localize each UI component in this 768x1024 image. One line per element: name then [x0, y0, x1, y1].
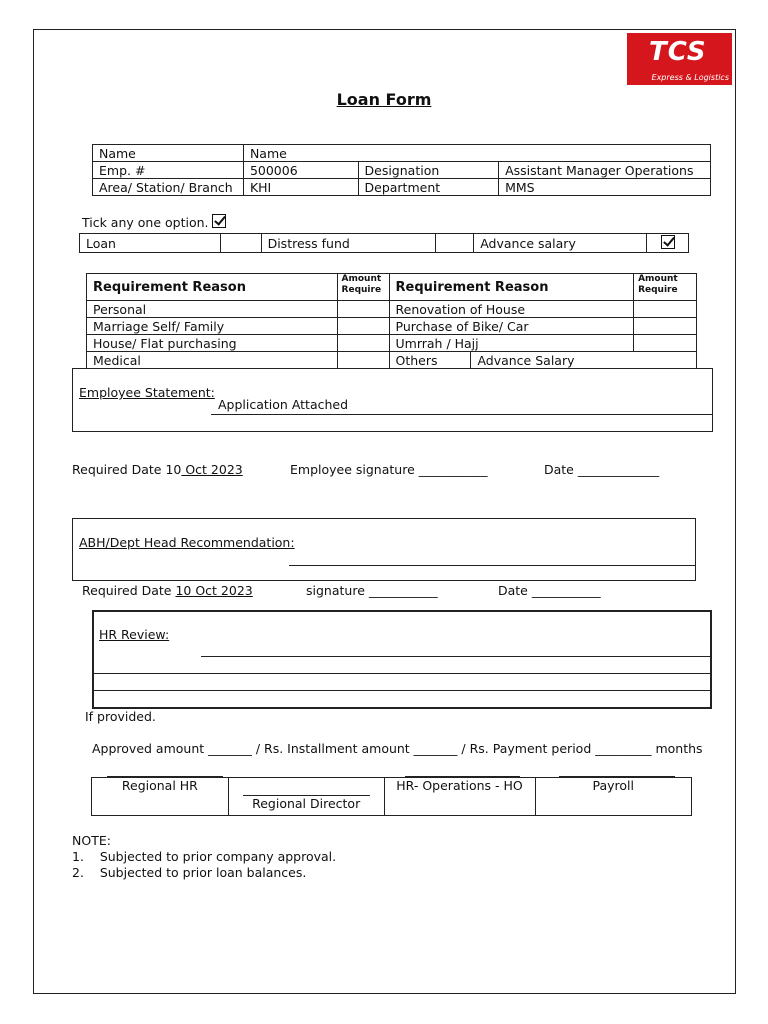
- required-date-2: [82, 583, 253, 598]
- signoff-table: [91, 777, 692, 816]
- loan-type-options: [79, 233, 689, 253]
- amount-left-3[interactable]: [337, 335, 389, 352]
- name-label: Name: [93, 145, 244, 162]
- reason-header-right: Requirement Reason: [389, 274, 634, 301]
- regional-director-cell: [228, 778, 384, 816]
- hr-ops-cell: HR- Operations - HO: [384, 778, 535, 816]
- required-date-1-label: Required Date 10: [72, 462, 182, 477]
- option-loan-label: Loan: [80, 234, 221, 253]
- reason-left-1: Personal: [87, 301, 338, 318]
- employee-info-table: [92, 144, 711, 196]
- amount-header-right: Amount Require: [634, 274, 697, 301]
- employee-statement-label: Employee Statement:: [79, 385, 215, 400]
- option-advance-label: Advance salary: [474, 234, 647, 253]
- department-label: Department: [358, 179, 499, 196]
- reason-left-2: Marriage Self/ Family: [87, 318, 338, 335]
- company-logo: [627, 33, 732, 85]
- department-field[interactable]: MMS: [499, 179, 711, 196]
- designation-label: Designation: [358, 162, 499, 179]
- payroll-cell: Payroll: [535, 778, 692, 816]
- hr-review-box: [92, 610, 712, 709]
- amount-left-2[interactable]: [337, 318, 389, 335]
- tick-instruction-text: Tick any one option.: [82, 215, 209, 230]
- option-loan-checkbox[interactable]: [220, 234, 261, 253]
- hr-review-line-3[interactable]: [92, 690, 712, 691]
- approval-line[interactable]: Approved amount _______ / Rs. Installment amount _______ / Rs. Payment period _________ months: [92, 741, 703, 756]
- hr-review-label: HR Review:: [99, 627, 170, 642]
- regional-director-label: Regional Director: [252, 796, 361, 811]
- head-signature[interactable]: signature ___________: [306, 583, 438, 598]
- others-field[interactable]: Advance Salary: [471, 352, 697, 369]
- area-field[interactable]: KHI: [243, 179, 358, 196]
- amount-left-1[interactable]: [337, 301, 389, 318]
- note-item-2: 2. Subjected to prior loan balances.: [72, 865, 307, 880]
- amount-right-1[interactable]: [634, 301, 697, 318]
- area-label: Area/ Station/ Branch: [93, 179, 244, 196]
- recommendation-underline[interactable]: [289, 565, 696, 566]
- form-title: Loan Form: [336, 90, 432, 109]
- emp-field[interactable]: 500006: [243, 162, 358, 179]
- checkbox-icon: [212, 214, 226, 228]
- designation-field[interactable]: Assistant Manager Operations: [499, 162, 711, 179]
- reason-header-left: Requirement Reason: [87, 274, 338, 301]
- reason-left-4: Medical: [87, 352, 338, 369]
- amount-right-3[interactable]: [634, 335, 697, 352]
- logo-tagline: Express & Logistics: [651, 73, 729, 82]
- option-distress-label: Distress fund: [261, 234, 436, 253]
- option-advance-checkbox[interactable]: [647, 234, 689, 253]
- note-item-1-text: Subjected to prior company approval.: [99, 849, 337, 864]
- required-date-2-value[interactable]: 10 Oct 2023: [175, 583, 253, 598]
- hr-review-line-2[interactable]: [92, 673, 712, 674]
- required-date-1-value[interactable]: Oct 2023: [181, 462, 243, 477]
- employee-statement-field[interactable]: Application Attached: [218, 397, 349, 412]
- tick-instruction: [82, 214, 226, 230]
- checked-icon: [661, 235, 675, 249]
- statement-underline: [211, 414, 713, 415]
- if-provided-note: If provided.: [85, 709, 156, 724]
- note-heading: NOTE:: [72, 833, 111, 848]
- reason-left-3: House/ Flat purchasing: [87, 335, 338, 352]
- employee-signature[interactable]: Employee signature ___________: [290, 462, 488, 477]
- amount-header-left: Amount Require: [337, 274, 389, 301]
- emp-label: Emp. #: [93, 162, 244, 179]
- reason-right-3: Umrrah / Hajj: [389, 335, 634, 352]
- head-date[interactable]: Date ___________: [498, 583, 601, 598]
- note-item-2-text: Subjected to prior loan balances.: [99, 865, 307, 880]
- required-date-2-label: Required Date: [82, 583, 176, 598]
- amount-left-4[interactable]: [337, 352, 389, 369]
- hr-review-line-1[interactable]: [201, 656, 712, 657]
- logo-brand: TCS: [649, 37, 707, 67]
- reason-right-1: Renovation of House: [389, 301, 634, 318]
- employee-statement-box: [72, 368, 713, 432]
- option-distress-checkbox[interactable]: [436, 234, 474, 253]
- reason-right-2: Purchase of Bike/ Car: [389, 318, 634, 335]
- required-date-1: [72, 462, 243, 477]
- regional-hr-cell: Regional HR: [92, 778, 229, 816]
- reason-right-4: Others: [389, 352, 471, 369]
- name-field[interactable]: Name: [243, 145, 710, 162]
- employee-date[interactable]: Date _____________: [544, 462, 660, 477]
- requirement-reason-table: [86, 273, 697, 369]
- amount-right-2[interactable]: [634, 318, 697, 335]
- note-item-1: 1. Subjected to prior company approval.: [72, 849, 337, 864]
- recommendation-label: ABH/Dept Head Recommendation:: [79, 535, 295, 550]
